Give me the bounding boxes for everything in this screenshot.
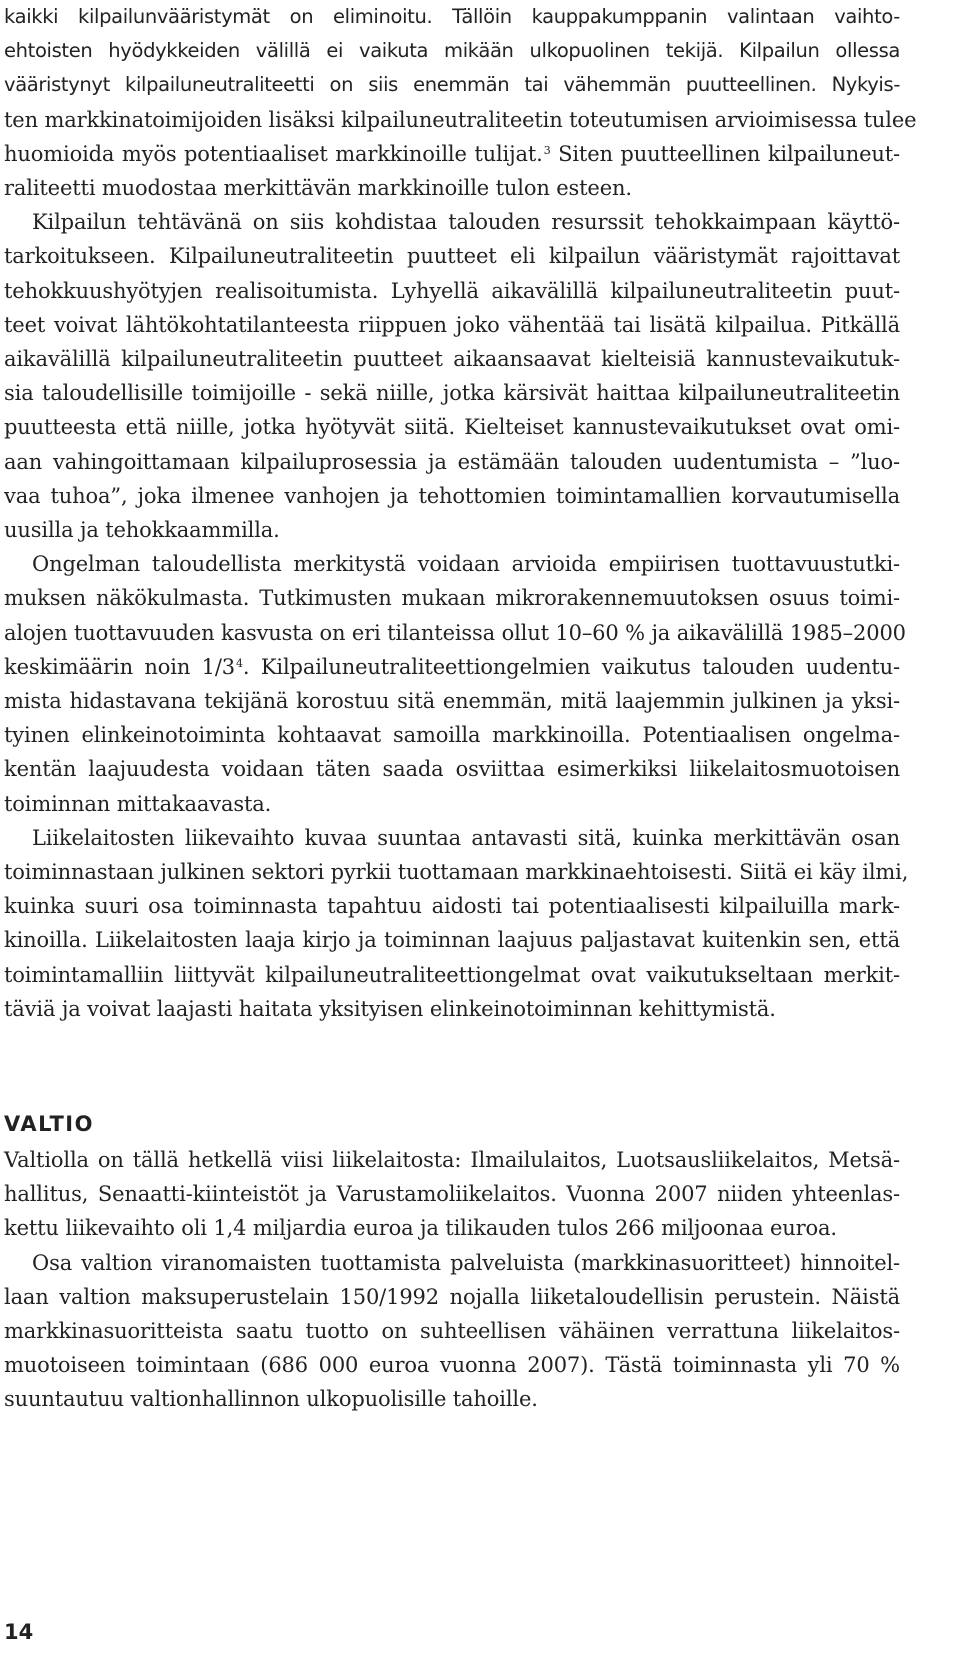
text-segment: Siten puutteellinen kilpailuneut- — [550, 141, 900, 166]
text-line: Liikelaitosten liikevaihto kuvaa suuntaa antavasti sitä, kuinka merkittävän osan — [32, 825, 900, 850]
text-line — [4, 650, 900, 684]
section-heading: VALTIO — [4, 1112, 94, 1136]
text-line: muotoiseen toimintaan (686 000 euroa vuonna 2007). Tästä toiminnasta yli 70 % — [4, 1353, 900, 1378]
text-line: kettu liikevaihto oli 1,4 miljardia euroa ja tilikauden tulos 266 miljoonaa euroa. — [4, 1216, 837, 1241]
text-line: toimintamalliin liittyvät kilpailuneutraliteettiongelmat ovat vaikutukseltaan merkit- — [4, 962, 900, 987]
text-line: suuntautuu valtionhallinnon ulkopuolisille tahoille. — [4, 1387, 538, 1412]
text-line: muksen näkökulmasta. Tutkimusten mukaan mikrorakennemuutoksen osuus toimi- — [4, 586, 900, 611]
text-line: toiminnastaan julkinen sektori pyrkii tuottamaan markkinaehtoisesti. Siitä ei käy ilmi, — [4, 860, 909, 885]
section-body-text — [4, 1143, 900, 1417]
text-line: toiminnan mittakaavasta. — [4, 791, 272, 816]
text-line: aan vahingoittamaan kilpailuprosessia ja estämään talouden uudentumista – ”luo- — [4, 449, 900, 474]
text-line: kuinka suuri osa toiminnasta tapahtuu aidosti tai potentiaalisesti kilpailuilla mark- — [4, 894, 900, 919]
text-line: tehokkuushyötyjen realisoitumista. Lyhyellä aikavälillä kilpailuneutraliteetin puut- — [4, 278, 900, 303]
text-segment: huomioida myös potentiaaliset markkinoille tulijat. — [4, 141, 543, 166]
text-line: Osa valtion viranomaisten tuottamista palveluista (markkinasuoritteet) hinnoitel- — [32, 1250, 900, 1275]
body-text — [4, 0, 917, 1026]
text-line: kentän laajuudesta voidaan täten saada osviittaa esimerkiksi liikelaitosmuotoisen — [4, 757, 900, 782]
text-line: vääristynyt kilpailuneutraliteetti on siis enemmän tai vähemmän puutteellinen. Nykyis- — [4, 73, 900, 97]
footnote-ref: 3 — [543, 143, 551, 157]
text-line: teet voivat lähtökohtatilanteesta riippuen joko vähentää tai lisätä kilpailua. Pitkällä — [4, 312, 900, 337]
text-line: Kilpailun tehtävänä on siis kohdistaa talouden resurssit tehokkaimpaan käyttö- — [32, 210, 900, 235]
footnote-ref: 4 — [236, 656, 243, 670]
text-line: kaikki kilpailunvääristymät on eliminoitu. Tällöin kauppakumppanin valintaan vaihto- — [4, 5, 900, 28]
text-line: uusilla ja tehokkaammilla. — [4, 518, 280, 543]
text-line: ehtoisten hyödykkeiden välillä ei vaikuta mikään ulkopuolinen tekijä. Kilpailun ollessa — [4, 39, 900, 63]
text-line: kinoilla. Liikelaitosten laaja kirjo ja toiminnan laajuus paljastavat kuitenkin sen, että — [4, 928, 900, 953]
text-line: markkinasuoritteista saatu tuotto on suhteellisen vähäinen verrattuna liikelaitos- — [4, 1319, 900, 1344]
text-line: hallitus, Senaatti-kiinteistöt ja Varustamoliikelaitos. Vuonna 2007 niiden yhteenlas- — [4, 1182, 900, 1207]
text-line: puutteesta että niille, jotka hyötyvät siitä. Kielteiset kannustevaikutukset ovat omi- — [4, 415, 900, 440]
text-line: raliteetti muodostaa merkittävän markkinoille tulon esteen. — [4, 176, 632, 201]
text-line: täviä ja voivat laajasti haitata yksityisen elinkeinotoiminnan kehittymistä. — [4, 996, 776, 1021]
text-line: alojen tuottavuuden kasvusta on eri tilanteissa ollut 10–60 % ja aikavälillä 1985–2000 — [4, 620, 906, 645]
text-segment: . Kilpailuneutraliteettiongelmien vaikutus talouden uudentu- — [242, 654, 900, 679]
text-line: laan valtion maksuperustelain 150/1992 nojalla liiketaloudellisin perustein. Näistä — [4, 1284, 900, 1309]
page-number: 14 — [4, 1620, 34, 1644]
text-line — [4, 137, 900, 171]
text-line: tarkoitukseen. Kilpailuneutraliteetin puutteet eli kilpailun vääristymät rajoittavat — [4, 244, 900, 269]
text-line: vaa tuhoa”, joka ilmenee vanhojen ja tehottomien toimintamallien korvautumisella — [4, 483, 900, 508]
text-line: Ongelman taloudellista merkitystä voidaan arvioida empiirisen tuottavuustutki- — [32, 552, 900, 577]
text-segment: keskimäärin noin 1/3 — [4, 654, 236, 679]
text-line: ten markkinatoimijoiden lisäksi kilpailuneutraliteetin toteutumisen arvioimisessa tulee — [4, 107, 917, 132]
text-line: mista hidastavana tekijänä korostuu sitä enemmän, mitä laajemmin julkinen ja yksi- — [4, 689, 900, 714]
text-line: sia taloudellisille toimijoille - sekä niille, jotka kärsivät haittaa kilpailuneutraliteetin — [4, 381, 900, 406]
text-line: Valtiolla on tällä hetkellä viisi liikelaitosta: Ilmailulaitos, Luotsausliikelaitos, Metsä- — [4, 1148, 900, 1172]
text-line: aikavälillä kilpailuneutraliteetin puutteet aikaansaavat kielteisiä kannustevaikutuk- — [4, 347, 900, 372]
text-line: tyinen elinkeinotoiminta kohtaavat samoilla markkinoilla. Potentiaalisen ongelma- — [4, 723, 900, 748]
